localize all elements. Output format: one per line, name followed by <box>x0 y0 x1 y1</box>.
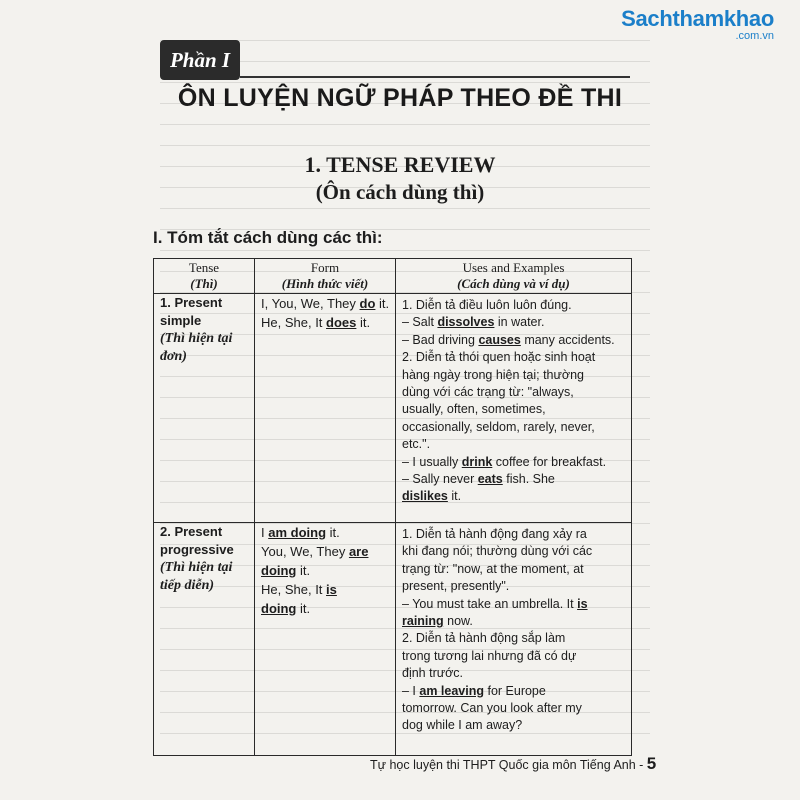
highlighted-verb: is <box>326 582 337 597</box>
page-footer <box>370 754 657 774</box>
form-line <box>261 313 389 332</box>
header-uses: Uses and Examples (Cách dùng và ví dụ) <box>396 259 632 294</box>
uses-line <box>402 613 625 630</box>
line-text: 2. Diễn tả thói quen hoặc sinh hoạt <box>402 350 596 365</box>
line-text: định trước. <box>402 666 464 681</box>
line-text: He, She, It <box>261 582 327 597</box>
uses-line <box>402 367 625 384</box>
line-text: tomorrow. Can you look after my <box>402 701 582 716</box>
uses-cell <box>396 294 632 523</box>
line-text: fish. She <box>502 472 555 487</box>
line-text: He, She, It <box>261 315 327 330</box>
line-text: trong tương lai nhưng đã có dự <box>402 648 577 663</box>
form-line <box>261 561 389 580</box>
line-text: – You must take an umbrella. It <box>402 596 578 611</box>
tense-name: 1. Present simple <box>160 295 223 328</box>
uses-line <box>402 401 625 418</box>
table-row <box>154 294 632 523</box>
watermark-domain: .com.vn <box>735 30 774 42</box>
line-text: 1. Diễn tả điều luôn luôn đúng. <box>402 298 572 312</box>
highlighted-verb: drink <box>461 454 493 469</box>
highlighted-verb: doing <box>261 601 297 616</box>
uses-line <box>402 436 625 453</box>
form-cell <box>255 294 396 523</box>
line-text: it. <box>375 296 390 311</box>
highlighted-verb: dissolves <box>437 315 495 330</box>
highlighted-verb: dislikes <box>402 489 448 504</box>
line-text: coffee for breakfast. <box>492 454 607 469</box>
uses-line <box>402 454 625 471</box>
line-text: many accidents. <box>520 332 615 347</box>
line-text: dog while I am away? <box>402 718 523 733</box>
line-text: trạng từ: "now, at the moment, at <box>402 561 584 576</box>
form-line <box>261 294 389 313</box>
uses-line <box>402 665 625 682</box>
uses-line <box>402 543 625 560</box>
uses-line <box>402 526 625 543</box>
uses-line <box>402 419 625 436</box>
line-text: for Europe <box>484 683 546 698</box>
uses-line <box>402 384 625 401</box>
part-divider <box>240 76 630 78</box>
table-row <box>154 523 632 756</box>
tense-name-vi: (Thì hiện tại đơn) <box>160 331 233 364</box>
uses-line <box>402 578 625 595</box>
tense-name: 2. Present progressive <box>160 524 234 557</box>
uses-line <box>402 683 625 700</box>
line-text: khi đang nói; thường dùng với các <box>402 544 593 559</box>
line-text: I <box>261 525 269 540</box>
line-text: 1. Diễn tả hành động đang xảy ra <box>402 527 587 541</box>
highlighted-verb: do <box>359 296 376 311</box>
tense-cell <box>154 523 255 756</box>
uses-line <box>402 717 625 734</box>
line-text: – Salt <box>402 315 438 330</box>
page-number: 5 <box>646 754 657 773</box>
line-text: 2. Diễn tả hành động sắp làm <box>402 631 566 646</box>
tense-name-vi: (Thì hiện tại tiếp diễn) <box>160 560 233 593</box>
form-line <box>261 580 389 599</box>
uses-line <box>402 471 625 488</box>
uses-line <box>402 314 625 331</box>
line-text: it. <box>296 601 311 616</box>
line-text: it. <box>326 525 340 540</box>
table-header-row <box>154 259 632 294</box>
line-text: it. <box>356 315 371 330</box>
uses-line <box>402 648 625 665</box>
highlighted-verb: are <box>348 544 369 559</box>
section-subtitle: (Ôn cách dùng thì) <box>315 180 485 204</box>
line-text: it. <box>447 489 462 504</box>
uses-line <box>402 596 625 613</box>
uses-cell <box>396 523 632 756</box>
line-text: etc.". <box>402 437 431 452</box>
line-text: hàng ngày trong hiện tại; thường <box>402 367 584 382</box>
form-line <box>261 542 389 561</box>
highlighted-verb: doing <box>261 563 297 578</box>
line-text: it. <box>296 563 311 578</box>
line-text: usually, often, sometimes, <box>402 402 546 417</box>
tense-cell <box>154 294 255 523</box>
uses-line <box>402 561 625 578</box>
header-form: Form (Hình thức viết) <box>255 259 396 294</box>
form-line <box>261 523 389 542</box>
highlighted-verb: am doing <box>268 525 327 540</box>
highlighted-verb: am leaving <box>419 683 484 698</box>
uses-line <box>402 488 625 505</box>
line-text: – Sally never <box>402 472 478 487</box>
header-tense: Tense (Thì) <box>154 259 255 294</box>
form-line <box>261 599 389 618</box>
line-text: dùng với các trạng từ: "always, <box>402 385 574 400</box>
footer-text: Tự học luyện thi THPT Quốc gia môn Tiếng Anh - <box>370 758 647 772</box>
line-text: present, presently". <box>402 579 510 594</box>
line-text: now. <box>443 614 473 629</box>
highlighted-verb: is <box>577 596 588 611</box>
highlighted-verb: raining <box>402 614 444 629</box>
uses-line <box>402 700 625 717</box>
highlighted-verb: eats <box>477 472 503 487</box>
line-text: You, We, They <box>261 544 349 559</box>
uses-line <box>402 332 625 349</box>
watermark-name: Sachthamkhao <box>621 6 774 31</box>
highlighted-verb: does <box>326 315 357 330</box>
uses-line <box>402 297 625 314</box>
tense-table <box>153 258 632 756</box>
chapter-title: ÔN LUYỆN NGỮ PHÁP THEO ĐỀ THI <box>177 84 623 112</box>
line-text: I, You, We, They <box>261 296 360 311</box>
uses-line <box>402 630 625 647</box>
uses-line <box>402 349 625 366</box>
highlighted-verb: causes <box>478 332 521 347</box>
subheading: I. Tóm tắt cách dùng các thì: <box>153 228 383 247</box>
part-label: Phần I <box>160 40 240 80</box>
line-text: – I <box>402 683 420 698</box>
line-text: – I usually <box>402 454 462 469</box>
line-text: in water. <box>494 315 545 330</box>
watermark-logo <box>621 8 774 42</box>
section-title: 1. TENSE REVIEW <box>304 152 496 177</box>
line-text: occasionally, seldom, rarely, never, <box>402 419 595 434</box>
line-text: – Bad driving <box>402 332 479 347</box>
form-cell <box>255 523 396 756</box>
